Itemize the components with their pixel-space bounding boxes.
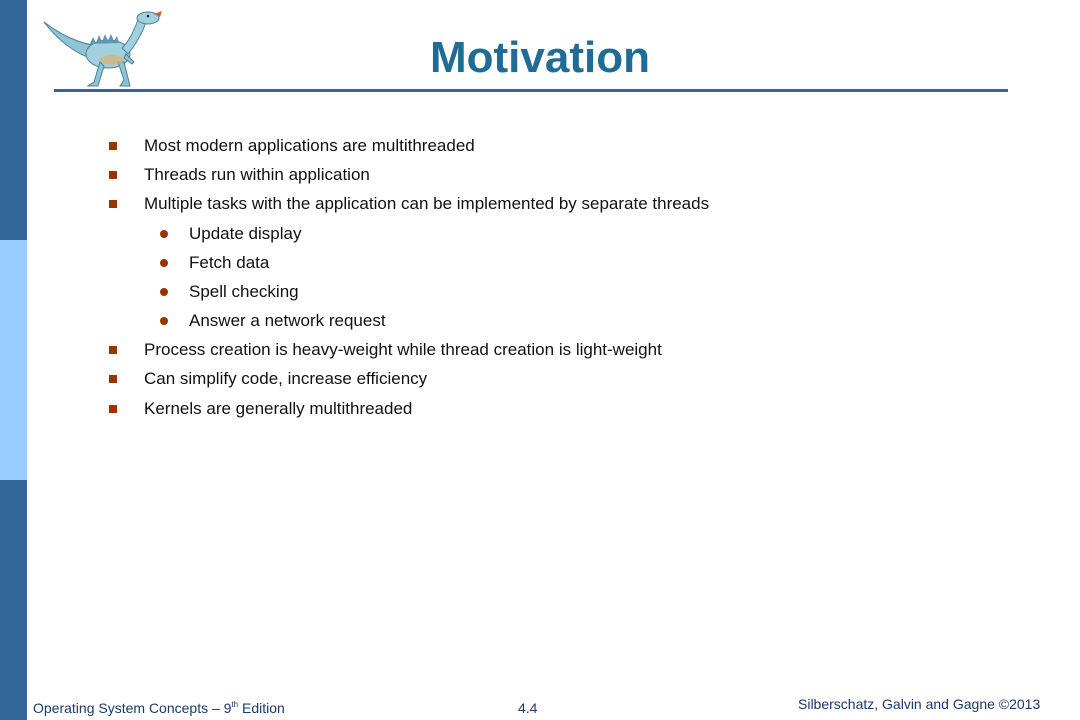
bullet-item <box>144 194 709 214</box>
page-number: 4.4 <box>518 700 538 716</box>
square-bullet-icon <box>109 142 117 150</box>
slide-title: Motivation <box>430 33 650 82</box>
bullet-text: Process creation is heavy-weight while thread creation is light-weight <box>144 340 662 359</box>
round-bullet-icon <box>160 230 168 238</box>
sub-bullet-item <box>189 224 301 244</box>
bullet-text: Fetch data <box>189 253 270 272</box>
bullet-item <box>144 165 370 185</box>
bullet-item <box>144 399 412 419</box>
bullet-item <box>144 369 427 389</box>
round-bullet-icon <box>160 259 168 267</box>
bullet-text: Multiple tasks with the application can be implemented by separate threads <box>144 194 710 213</box>
bullet-text: Can simplify code, increase efficiency <box>144 369 428 388</box>
sub-bullet-item <box>189 282 299 302</box>
square-bullet-icon <box>109 405 117 413</box>
bullet-text: Update display <box>189 224 302 243</box>
bullet-text: Most modern applications are multithreaded <box>144 136 475 155</box>
round-bullet-icon <box>160 317 168 325</box>
bullet-text: Spell checking <box>189 282 299 301</box>
square-bullet-icon <box>109 375 117 383</box>
square-bullet-icon <box>109 200 117 208</box>
bullet-item <box>144 136 475 156</box>
sub-bullet-item <box>189 253 269 273</box>
footer-copyright: Silberschatz, Galvin and Gagne ©2013 <box>798 696 1041 712</box>
round-bullet-icon <box>160 288 168 296</box>
bullet-text: Answer a network request <box>189 311 386 330</box>
sub-bullet-item <box>189 311 386 331</box>
bullet-item <box>144 340 662 360</box>
bullet-text: Kernels are generally multithreaded <box>144 399 413 418</box>
footer-book-title: Operating System Concepts – 9th Edition <box>33 700 285 716</box>
bullet-text: Threads run within application <box>144 165 370 184</box>
square-bullet-icon <box>109 346 117 354</box>
square-bullet-icon <box>109 171 117 179</box>
